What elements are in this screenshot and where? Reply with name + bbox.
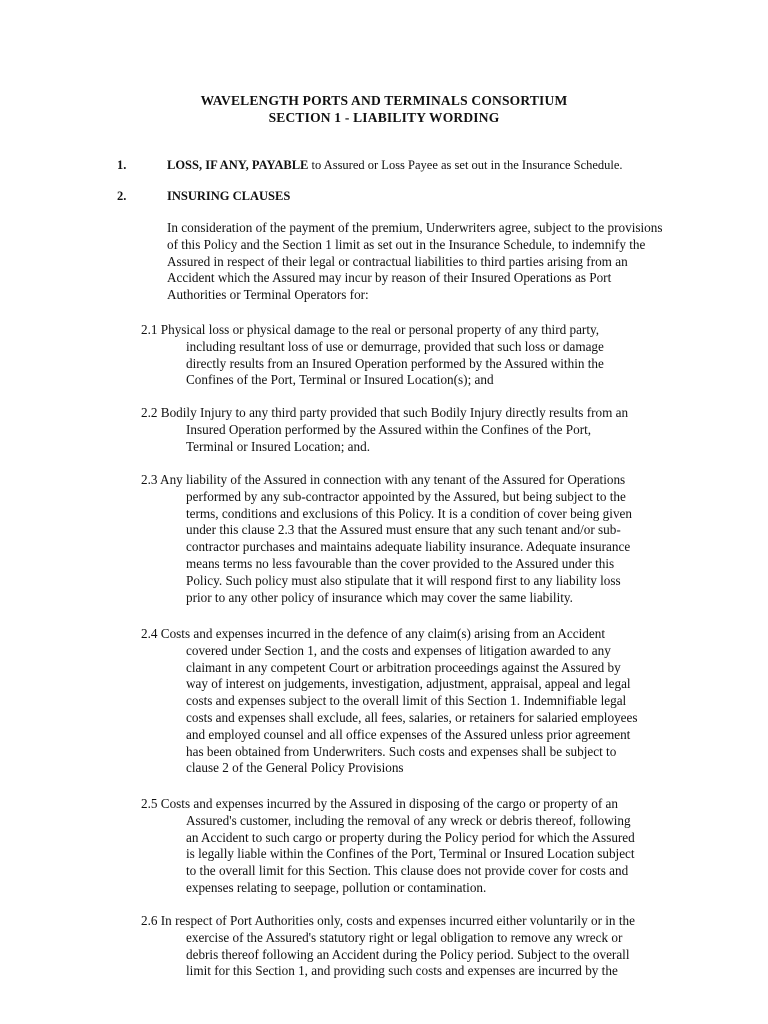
clause-line: exercise of the Assured's statutory right or legal obligation to remove any wreck or — [186, 929, 623, 945]
clause-line: prior to any other policy of insurance which may cover the same liability. — [186, 589, 573, 605]
clause-line: 2.3 Any liability of the Assured in connection with any tenant of the Assured for Operations — [141, 472, 626, 487]
clause-line: Assured's customer, including the removal of any wreck or debris thereof, following — [186, 812, 631, 828]
clause-line: 2.6 In respect of Port Authorities only, costs and expenses incurred either voluntarily or in the — [141, 913, 635, 928]
clause-line: Policy. Such policy must also stipulate that it will respond first to any liability loss — [186, 572, 621, 588]
clause-line: clause 2 of the General Policy Provisions — [186, 760, 404, 776]
clause-line: including resultant loss of use or demurrage, provided that such loss or damage — [186, 338, 604, 354]
clause-line: way of interest on judgements, investigation, adjustment, appraisal, appeal and legal — [186, 676, 631, 692]
clause-line: costs and expenses shall exclude, all fees, salaries, or retainers for salaried employees — [186, 709, 638, 725]
clause-line: limit for this Section 1, and providing such costs and expenses are incurred by the — [186, 963, 618, 979]
item-text: to Assured or Loss Payee as set out in the Insurance Schedule. — [308, 158, 623, 172]
paragraph-line: of this Policy and the Section 1 limit as set out in the Insurance Schedule, to indemnify the — [167, 236, 646, 252]
insuring-intro-paragraph — [167, 220, 727, 304]
clause-line: Terminal or Insured Location; and. — [186, 438, 371, 454]
clause-2-3 — [141, 472, 701, 606]
clause-2-1 — [141, 322, 701, 389]
clause-2-6 — [141, 913, 701, 980]
clause-line: 2.4 Costs and expenses incurred in the defence of any claim(s) arising from an Accident — [141, 626, 605, 641]
document-title: WAVELENGTH PORTS AND TERMINALS CONSORTIUM — [200, 93, 568, 108]
clause-line: 2.5 Costs and expenses incurred by the Assured in disposing of the cargo or property of an — [141, 796, 618, 811]
clause-line: terms, conditions and exclusions of this Policy. It is a condition of cover being given — [186, 505, 632, 521]
item-heading: INSURING CLAUSES — [167, 189, 291, 203]
numbered-item-loss-payable — [117, 158, 623, 173]
clause-line: costs and expenses subject to the overall limit of this Section 1. Indemnifiable legal — [186, 693, 627, 709]
clause-line: Insured Operation performed by the Assured within the Confines of the Port, — [186, 421, 592, 437]
clause-line: claimant in any competent Court or arbitration proceedings against the Assured by — [186, 659, 621, 675]
clause-line: and employed counsel and all office expenses of the Assured unless prior agreement — [186, 726, 631, 742]
clause-line: Confines of the Port, Terminal or Insured Location(s); and — [186, 372, 494, 388]
clause-line: has been obtained from Underwriters. Such costs and expenses shall be subject to — [186, 743, 617, 759]
clause-line: performed by any sub-contractor appointed by the Assured, but being subject to the — [186, 488, 626, 504]
paragraph-line: In consideration of the payment of the premium, Underwriters agree, subject to the provisions — [167, 220, 663, 235]
clause-line: an Accident to such cargo or property during the Policy period for which the Assured — [186, 829, 635, 845]
clause-line: is legally liable within the Confines of the Port, Terminal or Insured Location subject — [186, 846, 635, 862]
section-title: SECTION 1 - LIABILITY WORDING — [268, 110, 500, 125]
clause-line: debris thereof following an Accident during the Policy period. Subject to the overall — [186, 946, 630, 962]
clause-2-4 — [141, 626, 701, 777]
clause-2-2 — [141, 405, 701, 455]
clause-line: to the overall limit for this Section. This clause does not provide cover for costs and — [186, 863, 629, 879]
clause-line: covered under Section 1, and the costs and expenses of litigation awarded to any — [186, 642, 611, 658]
clause-line: under this clause 2.3 that the Assured must ensure that any such tenant and/or sub- — [186, 522, 621, 538]
clause-line: 2.2 Bodily Injury to any third party provided that such Bodily Injury directly results from an — [141, 405, 629, 420]
item-heading: LOSS, IF ANY, PAYABLE — [167, 158, 309, 172]
clause-line: contractor purchases and maintains adequate liability insurance. Adequate insurance — [186, 539, 631, 555]
clause-line: 2.1 Physical loss or physical damage to the real or personal property of any third party, — [141, 322, 600, 337]
paragraph-line: Authorities or Terminal Operators for: — [167, 287, 369, 303]
item-number: 2. — [117, 189, 127, 203]
numbered-item-insuring-clauses — [117, 189, 290, 204]
clause-line: means terms no less favourable than the cover provided to the Assured under this — [186, 555, 615, 571]
clause-line: expenses relating to seepage, pollution or contamination. — [186, 879, 487, 895]
paragraph-line: Assured in respect of their legal or contractual liabilities to third parties arising from an — [167, 253, 628, 269]
paragraph-line: Accident which the Assured may incur by reason of their Insured Operations as Port — [167, 270, 612, 286]
clause-2-5 — [141, 796, 701, 897]
item-number: 1. — [117, 158, 127, 172]
clause-line: directly results from an Insured Operation performed by the Assured within the — [186, 355, 604, 371]
